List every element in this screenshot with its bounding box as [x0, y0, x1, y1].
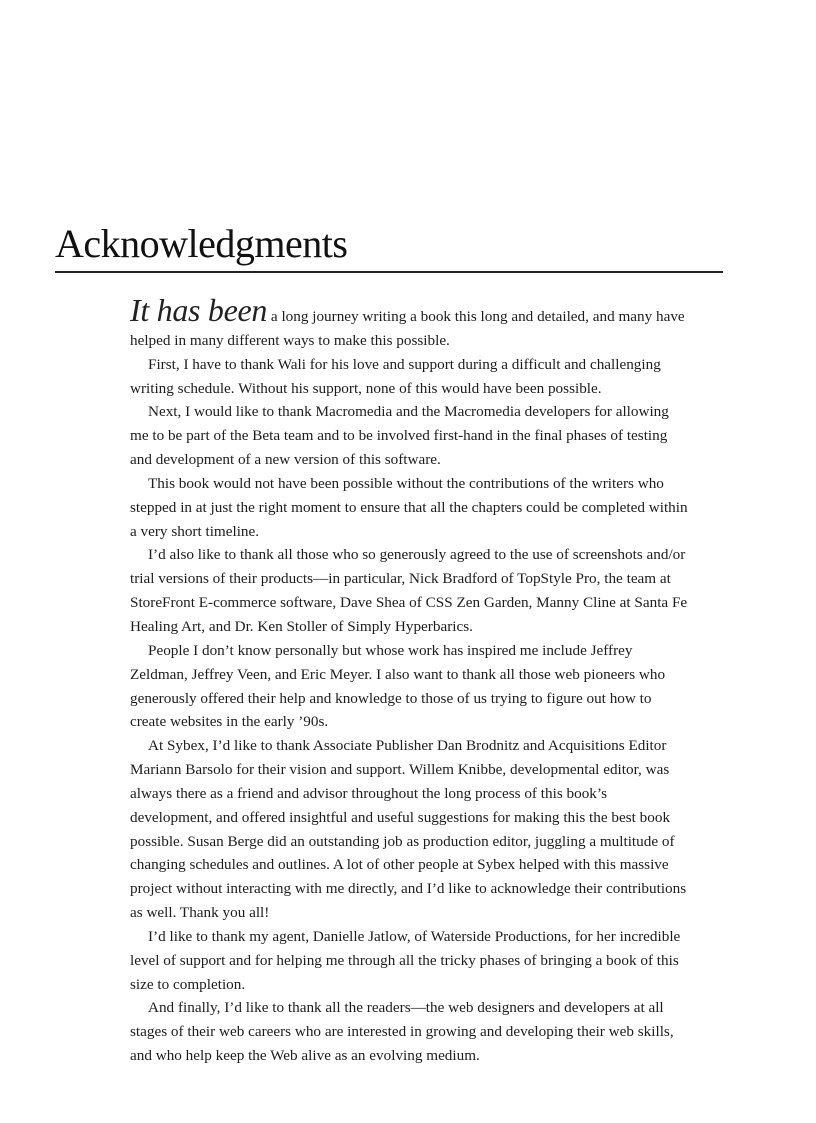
acknowledgments-body — [130, 292, 690, 1068]
paragraph-4: This book would not have been possible without the contributions of the writers who stepped in at just the right moment to ensure that all the chapters could be completed within a very short timeline. — [130, 474, 688, 540]
paragraph-6: People I don’t know personally but whose work has inspired me include Jeffrey Zeldman, Jeffrey Veen, and Eric Meyer. I also want to thank all those web pioneers who generously offered their help and knowledge to those of us trying to figure out how to create websites in the early ’90s. — [130, 641, 666, 731]
lead-in: It has been — [130, 292, 268, 328]
paragraph-1-text: a long journey writing a book this long and detailed, and many have helped in many different ways to make this possible. — [130, 308, 685, 349]
paragraph-3: Next, I would like to thank Macromedia and the Macromedia developers for allowing me to be part of the Beta team and to be involved first-hand in the final phases of testing and development of a new version of this software. — [130, 403, 669, 469]
paragraph-9: And finally, I’d like to thank all the readers—the web designers and developers at all stages of their web careers who are interested in growing and developing their web skills, and who help keep the Web alive as an evolving medium. — [130, 999, 674, 1065]
paragraph-1 — [130, 292, 690, 353]
paragraph-5: I’d also like to thank all those who so generously agreed to the use of screenshots and/or trial versions of their products—in particular, Nick Bradford of TopStyle Pro, the team at StoreFront E-commerce software, Dave Shea of CSS Zen Garden, Manny Cline at Santa Fe Healing Art, and Dr. Ken Stoller of Simply Hyperbarics. — [130, 546, 688, 635]
paragraph-2: First, I have to thank Wali for his love and support during a difficult and challenging writing schedule. Without his support, none of this would have been possible. — [130, 355, 661, 397]
title-rule — [55, 271, 723, 273]
paragraph-7: At Sybex, I’d like to thank Associate Publisher Dan Brodnitz and Acquisitions Editor Mariann Barsolo for their vision and support. Willem Knibbe, developmental editor, was always there as a friend and advisor throughout the long process of this book’s development, and offered insightful and useful suggestions for making this the best book possible. Susan Berge did an outstanding job as production editor, juggling a multitude of changing schedules and outlines. A lot of other people at Sybex helped with this massive project without interacting with me directly, and I’d like to acknowledge their contributions as well. Thank you all! — [130, 737, 687, 922]
paragraph-8: I’d like to thank my agent, Danielle Jatlow, of Waterside Productions, for her incredible level of support and for helping me through all the tricky phases of bringing a book of this size to completion. — [130, 927, 681, 993]
page-title: Acknowledgments — [55, 221, 348, 266]
